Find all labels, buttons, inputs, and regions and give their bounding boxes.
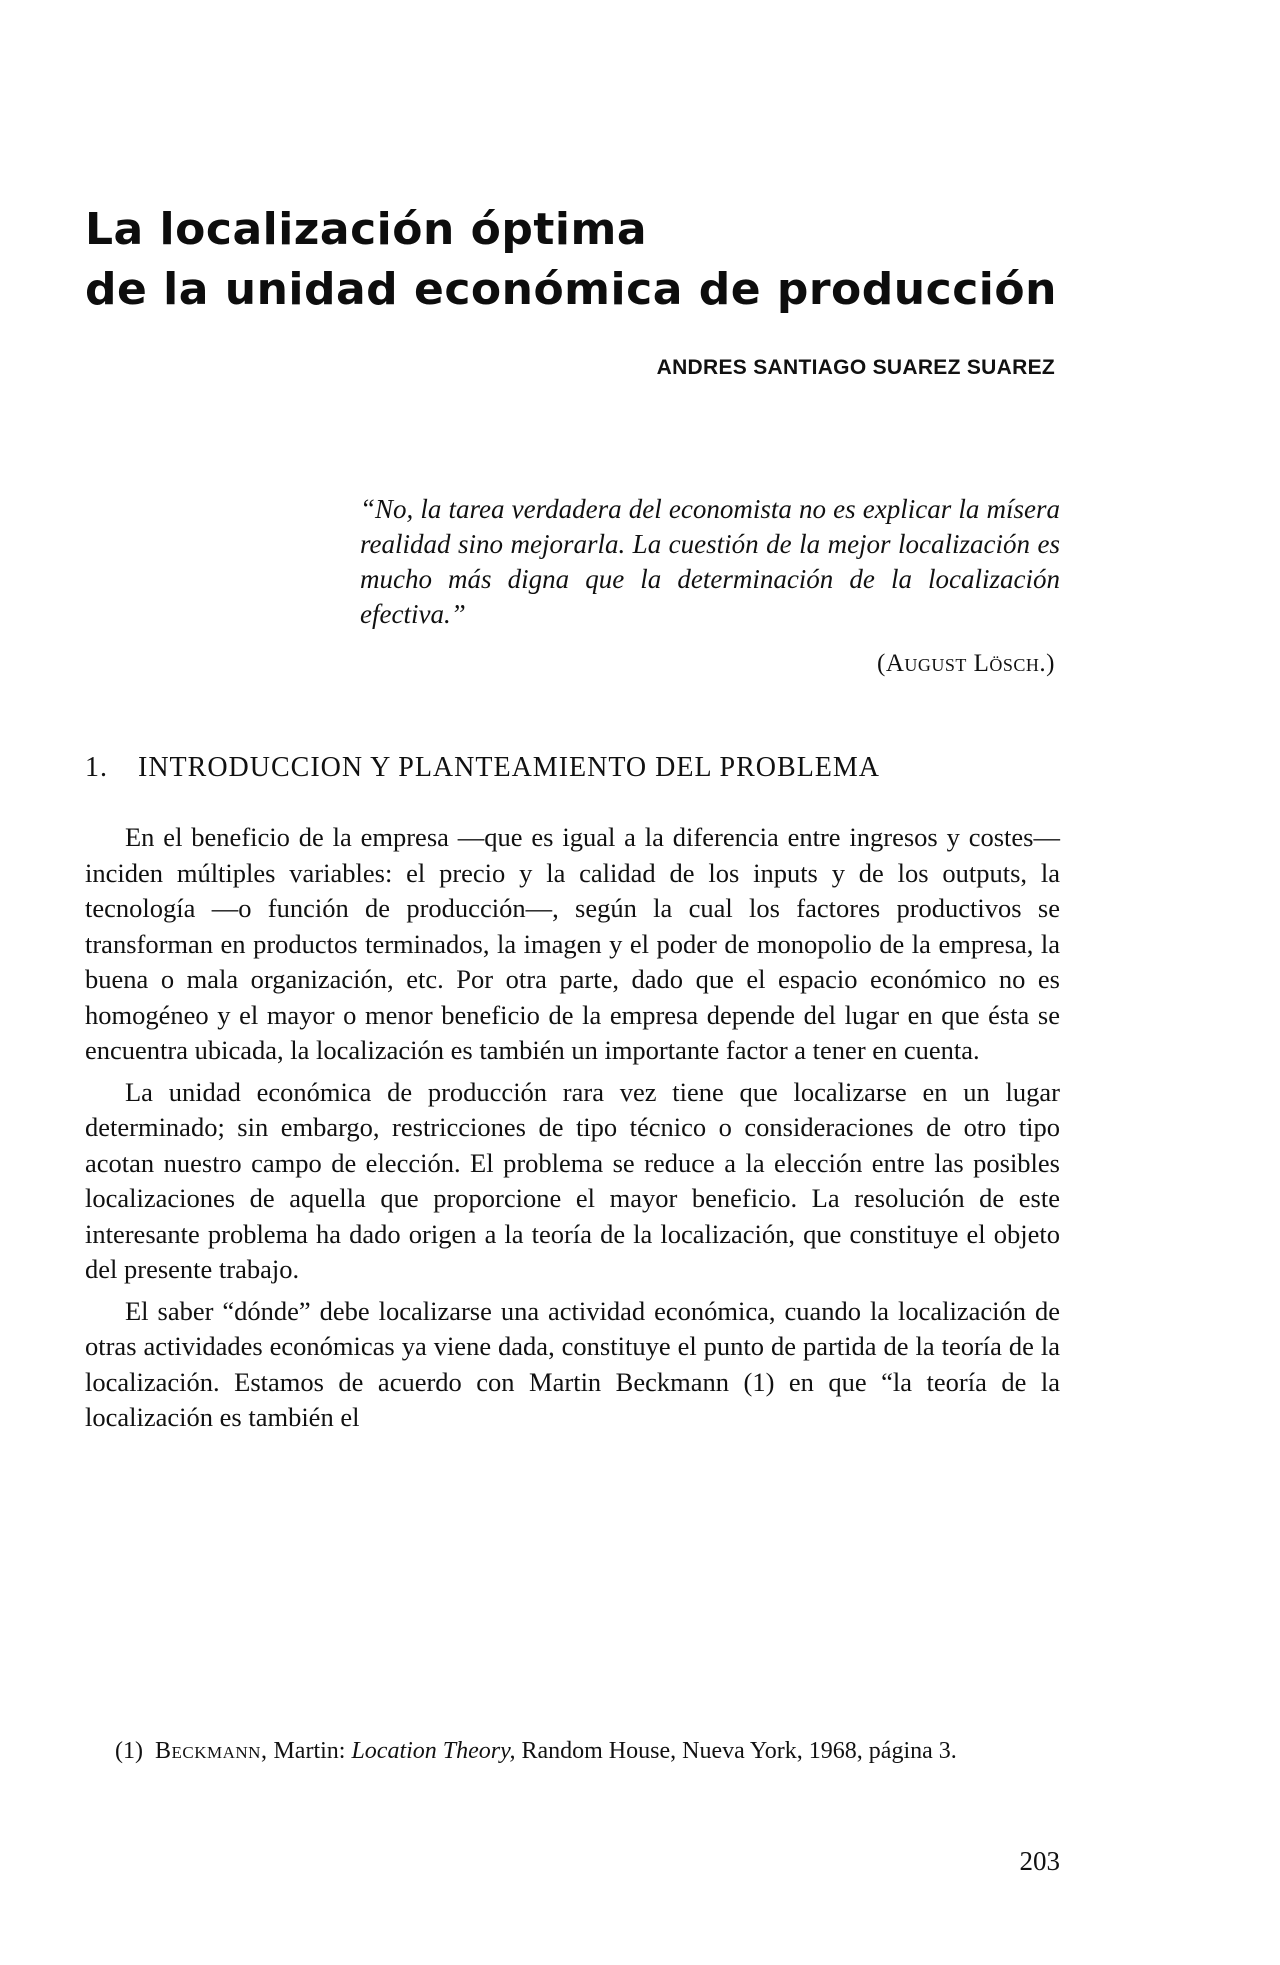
body-text <box>85 820 1060 1442</box>
section-title: INTRODUCCION Y PLANTEAMIENTO DEL PROBLEMA <box>138 752 881 783</box>
author-name: ANDRES SANTIAGO SUAREZ SUAREZ <box>656 356 1055 379</box>
title-line-1: La localización óptima <box>85 204 648 255</box>
footnote-rest: Random House, Nueva York, 1968, página 3. <box>521 1738 957 1764</box>
footnote <box>85 1737 1060 1766</box>
title-line-2: de la unidad económica de producción <box>85 264 1057 315</box>
footnote-author: Beckmann, <box>154 1738 268 1764</box>
footnote-title: Location Theory, <box>351 1738 516 1764</box>
epigraph-quote: “No, la tarea verdadera del economista no es explicar la mísera realidad sino mejorarla. La cuestión de la mejor localización es mucho más digna que la determinación de la localización efectiva.” <box>360 494 1060 629</box>
footnote-number: (1) <box>115 1738 143 1764</box>
section-number: 1. <box>85 752 108 783</box>
page-number: 203 <box>1019 1846 1060 1876</box>
section-heading <box>85 752 1065 784</box>
paragraph: La unidad económica de producción rara vez tiene que localizarse en un lugar determinado; sin embargo, restricciones de tipo técnico o consideraciones de otro tipo acotan nuestro campo de elección. El problema se reduce a la elección entre las posibles localizaciones de aquella que proporcione el mayor beneficio. La resolución de este interesante problema ha dado origen a la teoría de la localización, que constituye el objeto del presente trabajo. <box>85 1076 1060 1284</box>
paragraph: El saber “dónde” debe localizarse una actividad económica, cuando la localización de otras actividades económicas ya viene dada, constituye el punto de partida de la teoría de la localización. Estamos de acuerdo con Martin Beckmann (1) en que “la teoría de la localización es también el <box>85 1295 1060 1432</box>
epigraph-source: (August Lösch.) <box>877 650 1055 677</box>
article-title <box>85 200 1085 320</box>
footnote-author-first: Martin: <box>273 1738 346 1764</box>
paragraph: En el beneficio de la empresa —que es igual a la diferencia entre ingresos y costes— inciden múltiples variables: el precio y la calidad de los inputs y de los outputs, la tecnología —o función de producción—, según la cual los factores productivos se transforman en productos terminados, la imagen y el poder de monopolio de la empresa, la buena o mala organización, etc. Por otra parte, dado que el espacio económico no es homogéneo y el mayor o menor beneficio de la empresa depende del lugar en que ésta se encuentra ubicada, la localización es también un importante factor a tener en cuenta. <box>85 822 1060 1065</box>
